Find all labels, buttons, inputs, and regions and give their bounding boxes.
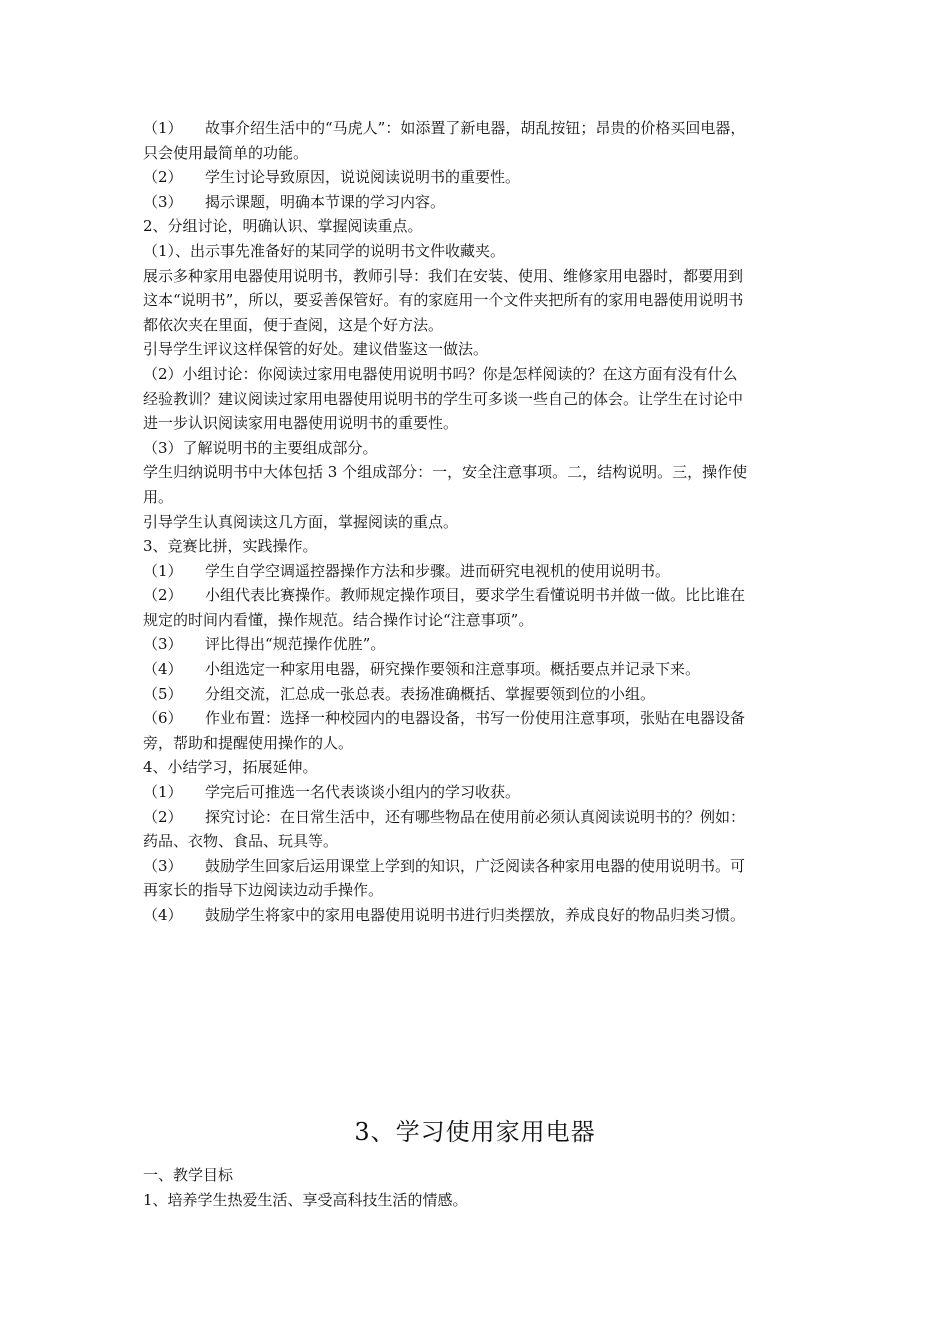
goal-item: 1、培养学生热爱生活、享受高科技生活的情感。 [143,1191,468,1209]
item-number: （1） [143,561,183,580]
line-text: 再家长的指导下边阅读边动手操作。 [143,881,384,900]
text-line [143,632,809,657]
item-number: （3） [143,856,183,875]
section-title: 3、学习使用家用电器 [354,1118,596,1146]
text-line [143,903,809,928]
line-text: 学生归纳说明书中大体包括 3 个组成部分：一，安全注意事项。二，结构说明。三，操作使 [143,463,748,482]
lesson-procedure-text [143,116,809,928]
text-line [143,583,809,608]
item-number: （2） [143,168,183,187]
text-line [143,190,809,215]
line-text: 作业布置：选择一种校园内的电器设备，书写一份使用注意事项，张贴在电器设备 [205,709,746,728]
line-text: 展示多种家用电器使用说明书，教师引导：我们在安装、使用、维修家用电器时，都要用到 [143,266,744,285]
text-line [143,608,809,633]
item-number: （3） [143,635,183,654]
line-text: 引导学生认真阅读这几方面，掌握阅读的重点。 [143,512,459,531]
text-line [143,362,809,387]
line-text: 学生讨论导致原因，说说阅读说明书的重要性。 [205,168,521,187]
line-text: 引导学生评议这样保管的好处。建议借鉴这一做法。 [143,340,489,359]
teaching-goals [143,1163,809,1213]
text-line [143,657,809,682]
line-text: 评比得出“规范操作优胜”。 [205,635,386,654]
text-line [143,731,809,756]
line-text: 小组选定一种家用电器，研究操作要领和注意事项。概括要点并记录下来。 [205,660,701,679]
text-line [143,854,809,879]
text-line [143,780,809,805]
text-line [143,116,809,141]
text-line [143,387,809,412]
line-text: 用。 [143,487,174,506]
line-text: 旁，帮助和提醒使用操作的人。 [143,733,354,752]
text-line [143,510,809,535]
line-text: 只会使用最简单的功能。 [143,143,309,162]
line-text: 这本“说明书”，所以，要妥善保管好。有的家庭用一个文件夹把所有的家用电器使用说明书 [143,291,744,310]
line-text: 小组代表比赛操作。教师规定操作项目，要求学生看懂说明书并做一做。比比谁在 [205,586,746,605]
line-text: （2）小组讨论：你阅读过家用电器使用说明书吗？你是怎样阅读的？在这方面有没有什么 [143,364,738,383]
text-line [143,165,809,190]
item-number: （6） [143,709,183,728]
line-text: 药品、衣物、食品、玩具等。 [143,832,339,851]
text-line [143,239,809,264]
text-line [143,755,809,780]
text-line [143,141,809,166]
text-line [143,288,809,313]
line-text: 学完后可推选一名代表谈谈小组内的学习收获。 [205,783,521,802]
text-line [143,337,809,362]
text-line [143,829,809,854]
text-line [143,706,809,731]
line-text: 探究讨论：在日常生活中，还有哪些物品在使用前必须认真阅读说明书的？例如： [205,807,746,826]
line-text: 规定的时间内看懂，操作规范。结合操作讨论“注意事项”。 [143,610,534,629]
text-line [143,411,809,436]
item-number: （3） [143,192,183,211]
item-number: （1） [143,119,183,137]
item-number: （1） [143,783,183,802]
text-line [143,805,809,830]
text-line [143,559,809,584]
line-text: （3）了解说明书的主要组成部分。 [143,438,378,457]
text-line [143,460,809,485]
line-text: 分组交流，汇总成一张总表。表扬准确概括、掌握要领到位的小组。 [205,684,656,703]
text-line [143,534,809,559]
line-text: 揭示课题，明确本节课的学习内容。 [205,192,446,211]
line-text: 2、分组讨论，明确认识、掌握阅读重点。 [143,217,423,236]
text-line [143,436,809,461]
line-text: 鼓励学生回家后运用课堂上学到的知识，广泛阅读各种家用电器的使用说明书。可 [205,856,746,875]
line-text: 经验教训？建议阅读过家用电器使用说明书的学生可多谈一些自己的体会。让学生在讨论中 [143,389,744,408]
text-line [143,214,809,239]
text-line [143,313,809,338]
text-line [143,878,809,903]
item-number: （5） [143,684,183,703]
item-number: （2） [143,586,183,605]
goals-heading: 一、教学目标 [143,1166,234,1184]
text-line [143,264,809,289]
item-number: （2） [143,807,183,826]
text-line [143,682,809,707]
line-text: 进一步认识阅读家用电器使用说明书的重要性。 [143,414,459,433]
line-text: 故事介绍生活中的“马虎人”：如添置了新电器，胡乱按钮；昂贵的价格买回电器， [205,119,746,137]
line-text: 4、小结学习，拓展延伸。 [143,758,318,777]
line-text: 鼓励学生将家中的家用电器使用说明书进行归类摆放，养成良好的物品归类习惯。 [205,906,746,924]
item-number: （4） [143,660,183,679]
line-text: （1）、出示事先准备好的某同学的说明书文件收藏夹。 [143,241,506,260]
line-text: 学生自学空调遥控器操作方法和步骤。进而研究电视机的使用说明书。 [205,561,671,580]
line-text: 都依次夹在里面，便于查阅，这是个好方法。 [143,315,444,334]
item-number: （4） [143,906,183,924]
text-line [143,485,809,510]
line-text: 3、竞赛比拼，实践操作。 [143,537,318,556]
